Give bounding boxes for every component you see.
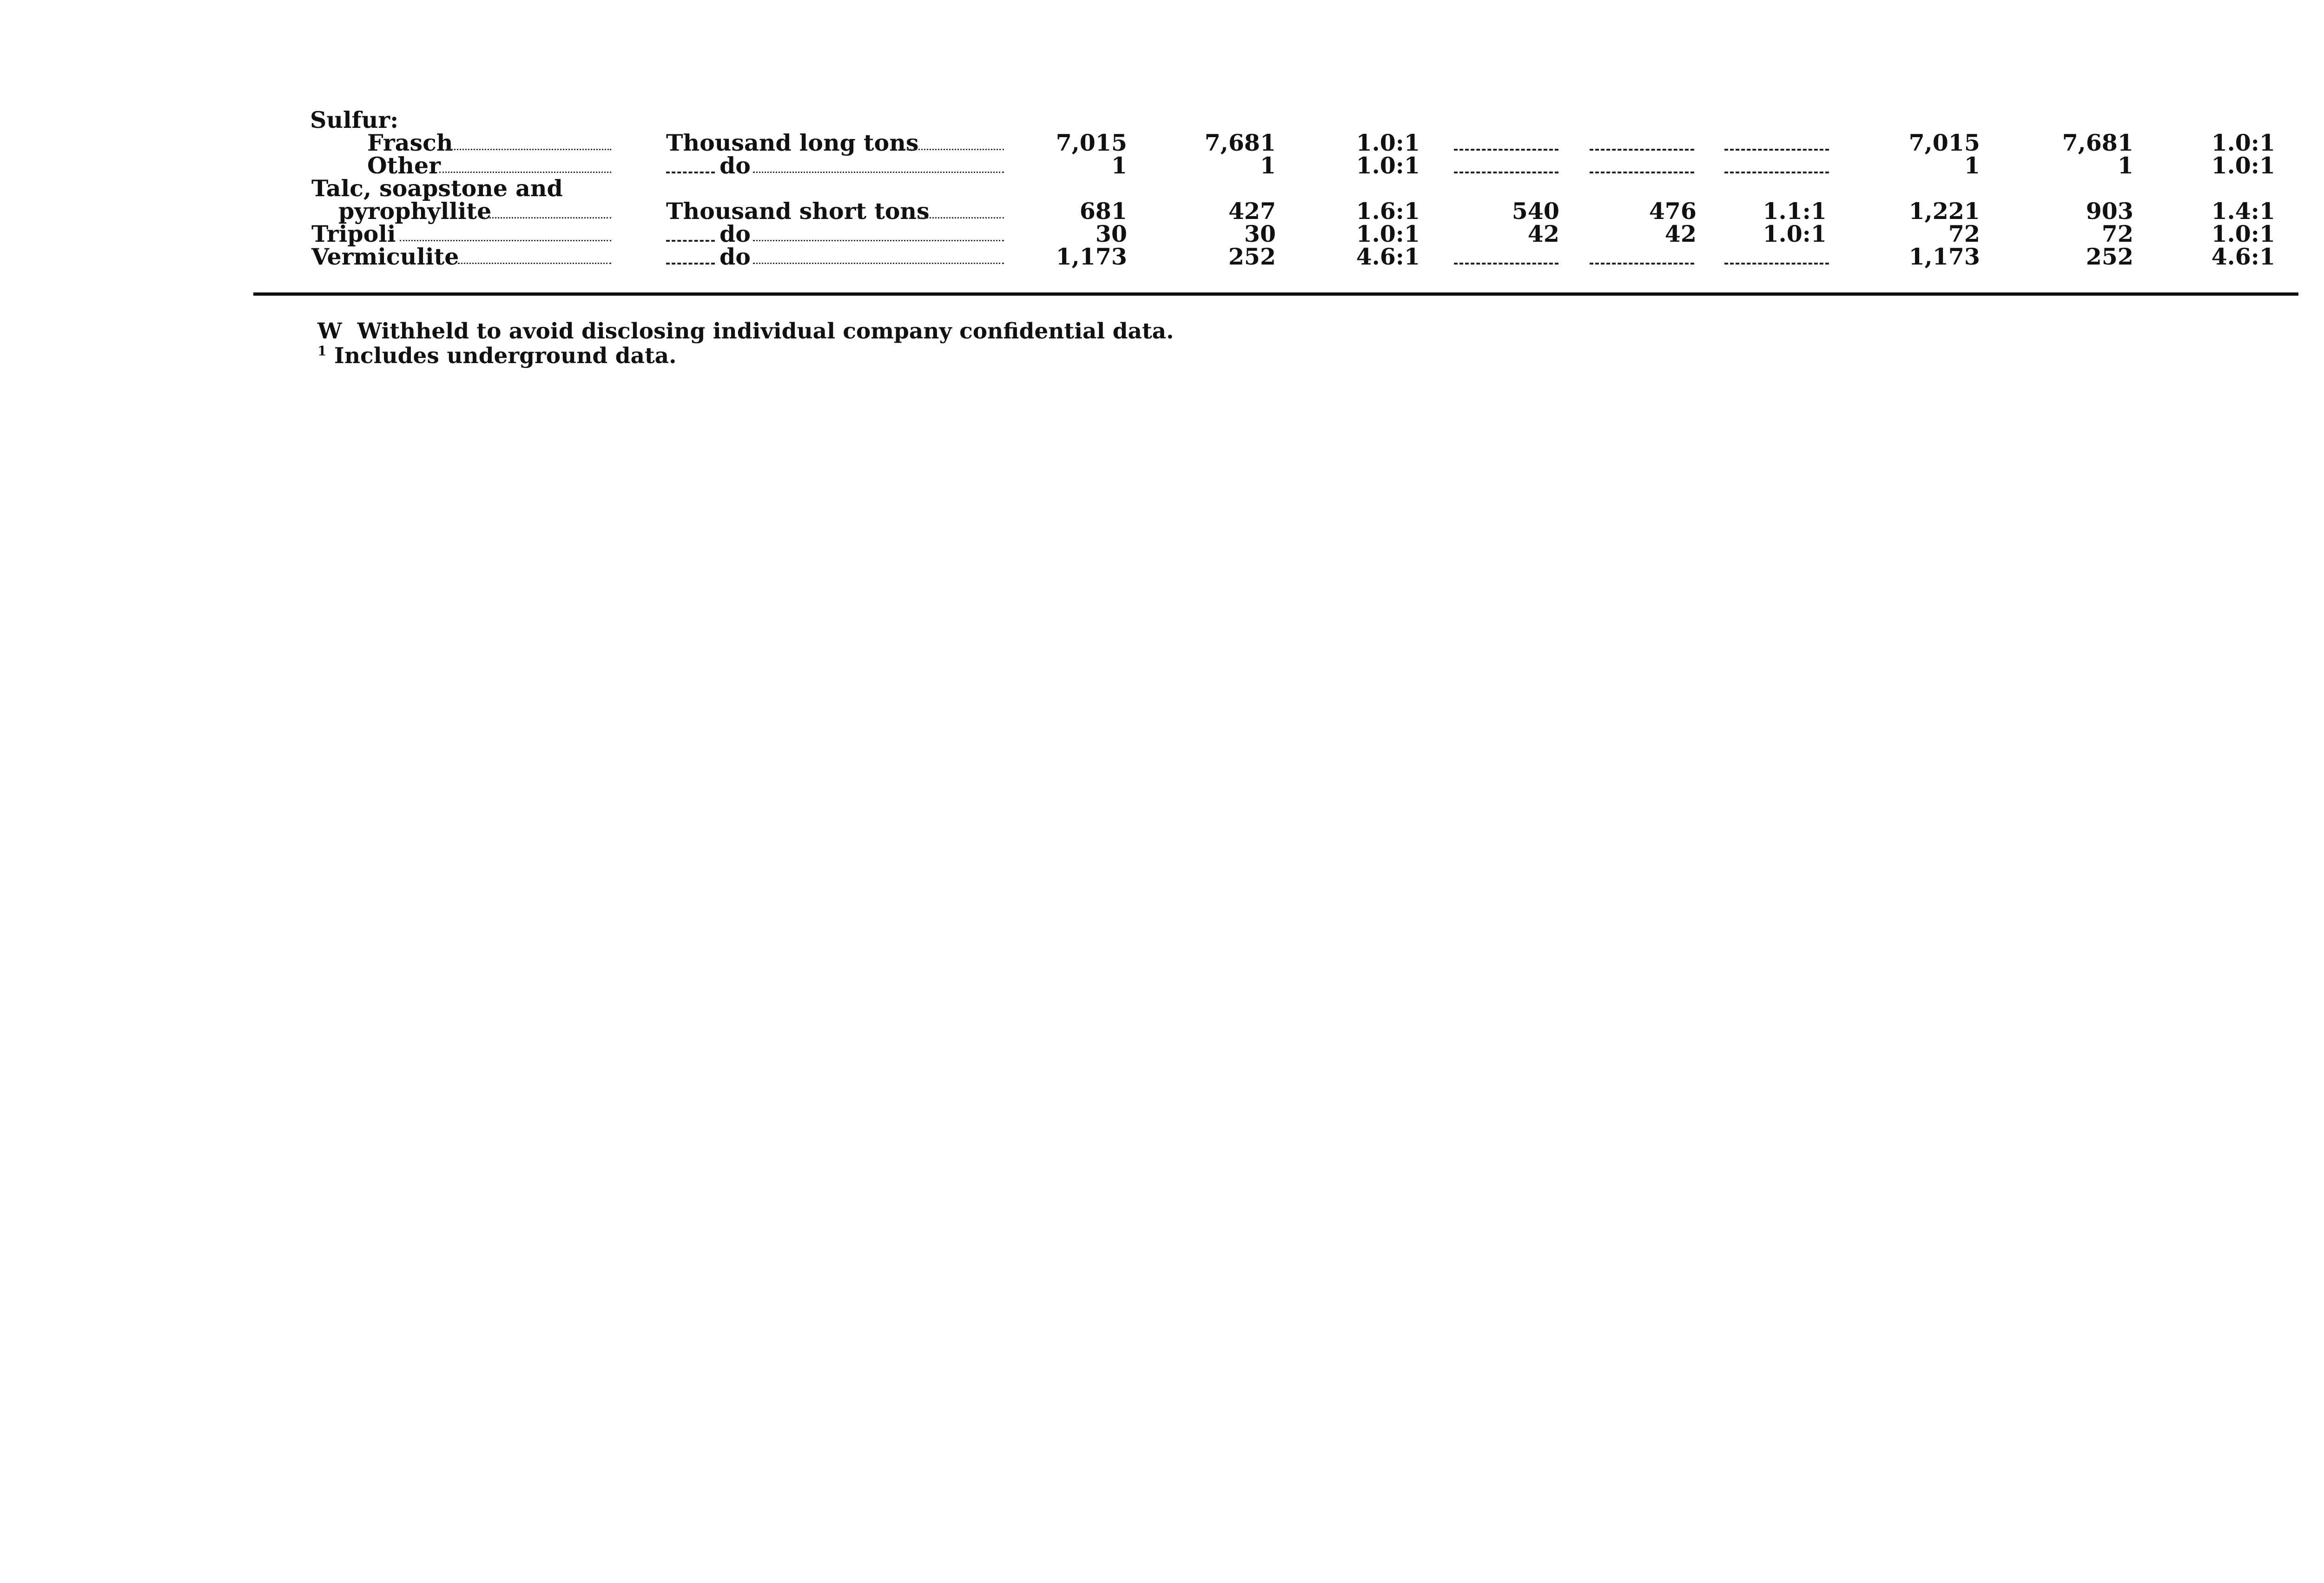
row-frasch-c7: 7,681: [2062, 129, 2133, 156]
row-pyrophyllite-c3: 540: [1512, 198, 1559, 225]
empty-cell-dash: [1590, 172, 1694, 173]
table-bottom-rule: [253, 292, 2298, 296]
footnote-marker: 1: [317, 343, 327, 359]
empty-cell-dash: [1724, 172, 1829, 173]
row-other-c8: 1.0:1: [2211, 152, 2275, 179]
row-talc-heading: Talc, soapstone and: [311, 175, 563, 202]
row-vermiculite-c1: 252: [1228, 243, 1276, 270]
ditto-dash: [666, 172, 715, 173]
row-vermiculite-c8: 4.6:1: [2211, 243, 2275, 270]
footnote-underground-text: Includes underground data.: [326, 343, 677, 369]
row-vermiculite-c7: 252: [2086, 243, 2133, 270]
row-pyrophyllite-c5: 1.1:1: [1763, 198, 1827, 225]
row-vermiculite-unit: do: [720, 243, 751, 270]
row-other-c0: 1: [1111, 152, 1127, 179]
leader-dots: [753, 263, 1004, 264]
row-frasch-unit: Thousand long tons: [666, 129, 919, 156]
empty-cell-dash: [1724, 263, 1829, 265]
row-other-c6: 1: [1964, 152, 1980, 179]
row-tripoli-c7: 72: [2101, 220, 2133, 247]
row-tripoli-c8: 1.0:1: [2211, 220, 2275, 247]
row-tripoli-c6: 72: [1948, 220, 1980, 247]
row-tripoli-unit: do: [720, 220, 751, 247]
leader-dots: [446, 149, 611, 150]
empty-cell-dash: [1590, 263, 1694, 265]
row-pyrophyllite-c8: 1.4:1: [2211, 198, 2275, 225]
row-pyrophyllite-c6: 1,221: [1908, 198, 1980, 225]
row-pyrophyllite-c1: 427: [1228, 198, 1276, 225]
row-tripoli-c3: 42: [1527, 220, 1559, 247]
row-vermiculite-c6: 1,173: [1908, 243, 1980, 270]
leader-dots: [904, 149, 1004, 150]
row-sulfur-heading: Sulfur:: [310, 106, 399, 133]
row-other-c7: 1: [2117, 152, 2133, 179]
empty-cell-dash: [1724, 149, 1829, 151]
row-frasch-c8: 1.0:1: [2211, 129, 2275, 156]
leader-dots: [483, 217, 611, 219]
row-other-name: Other: [367, 152, 441, 179]
row-frasch-name: Frasch: [367, 129, 453, 156]
row-pyrophyllite-c7: 903: [2086, 198, 2133, 225]
leader-dots: [753, 172, 1004, 173]
row-frasch-c6: 7,015: [1908, 129, 1980, 156]
leader-dots: [918, 217, 1004, 219]
footnote-underground: [317, 343, 677, 369]
empty-cell-dash: [1454, 172, 1558, 173]
row-frasch-c1: 7,681: [1204, 129, 1276, 156]
row-vermiculite-c2: 4.6:1: [1356, 243, 1420, 270]
row-frasch-c0: 7,015: [1056, 129, 1127, 156]
leader-dots: [753, 240, 1004, 241]
empty-cell-dash: [1454, 149, 1558, 151]
row-pyrophyllite-c2: 1.6:1: [1356, 198, 1420, 225]
empty-cell-dash: [1590, 149, 1694, 151]
row-tripoli-c2: 1.0:1: [1356, 220, 1420, 247]
row-other-unit: do: [720, 152, 751, 179]
row-vermiculite-c0: 1,173: [1056, 243, 1127, 270]
ditto-dash: [666, 240, 715, 242]
row-tripoli-name: Tripoli: [311, 220, 396, 247]
row-tripoli-c1: 30: [1244, 220, 1276, 247]
row-other-c2: 1.0:1: [1356, 152, 1420, 179]
row-other-c1: 1: [1260, 152, 1276, 179]
row-pyrophyllite-c0: 681: [1079, 198, 1127, 225]
leader-dots: [458, 263, 611, 264]
row-vermiculite-name: Vermiculite: [311, 243, 459, 270]
row-pyrophyllite-unit: Thousand short tons: [666, 198, 930, 225]
row-pyrophyllite-name: pyrophyllite: [338, 198, 492, 225]
footnote-withheld: W Withheld to avoid disclosing individual company confidential data.: [317, 318, 1174, 344]
row-tripoli-c5: 1.0:1: [1763, 220, 1827, 247]
row-pyrophyllite-c4: 476: [1649, 198, 1697, 225]
empty-cell-dash: [1454, 263, 1558, 265]
ditto-dash: [666, 263, 715, 265]
row-tripoli-c4: 42: [1664, 220, 1697, 247]
row-tripoli-c0: 30: [1095, 220, 1127, 247]
leader-dots: [400, 240, 611, 241]
row-frasch-c2: 1.0:1: [1356, 129, 1420, 156]
leader-dots: [439, 172, 611, 173]
